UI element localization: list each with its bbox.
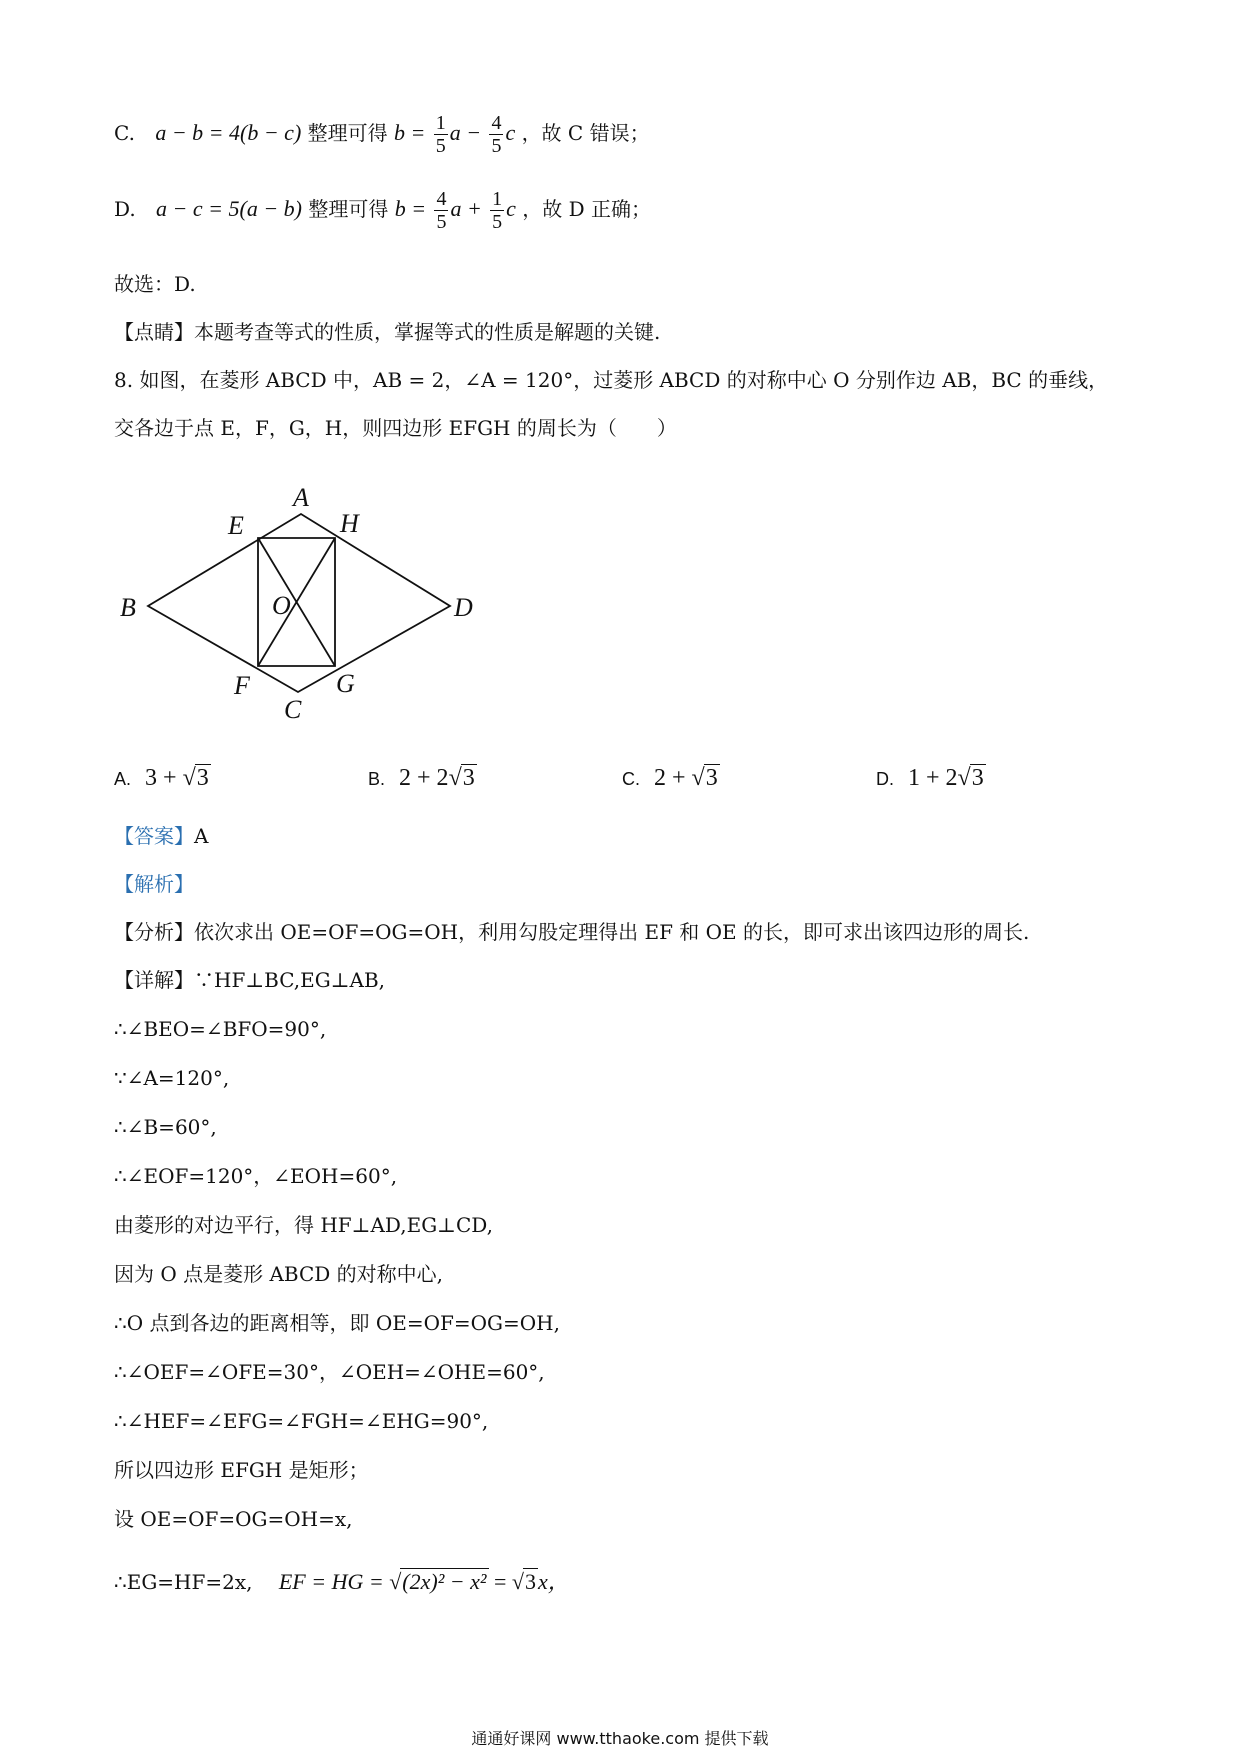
option-c-lhs: b = [394,120,426,145]
step-4: ∴∠B=60°, [114,1115,217,1139]
step-9: ∴∠OEF=∠OFE=30°，∠OEH=∠OHE=60°, [114,1360,545,1384]
final-step-equation: EF = HG = [278,1569,390,1594]
comment-line: 【点睛】本题考查等式的性质，掌握等式的性质是解题的关键. [114,320,661,344]
option-c-tail: ，故 C 错误； [521,121,650,145]
option-c: C. 2 + √3 [622,765,718,791]
step-8: ∴O 点到各边的距离相等，即 OE=OF=OG=OH, [114,1311,560,1335]
step-1: 【详解】∵HF⊥BC,EG⊥AB, [114,968,386,992]
label-e: E [228,511,244,540]
analysis-line: 【分析】依次求出 OE=OF=OG=OH，利用勾股定理得出 EF 和 OE 的长，即可求出该四边形的周长. [114,920,1030,944]
step-3: ∵∠A=120°, [114,1066,230,1090]
final-step [114,1568,570,1595]
option-c-equation: a − b = 4(b − c) [155,120,302,145]
option-d-lhs: b = [394,196,427,221]
step-12: 设 OE=OF=OG=OH=x, [114,1507,353,1531]
option-a: A. 3 + √3 [114,765,209,791]
step-5: ∴∠EOF=120°，∠EOH=60°, [114,1164,398,1188]
label-g: G [336,669,355,698]
option-b: B. 2 + 2√3 [368,765,475,791]
option-c-fraction-2: $\frac{4}{5}$ [491,112,502,157]
label-a: A [293,483,309,512]
option-d-middle: 整理可得 [308,197,389,221]
option-c-label: C. [114,121,135,145]
option-d-fraction-1: $\frac{4}{5}$ [436,188,447,233]
option-c-var-2: c [505,120,516,145]
option-d-var-1: a + [450,196,482,221]
answer-tag: 【答案】 [114,824,194,848]
choose-line: 故选：D. [114,272,196,296]
option-d-var-2: c [506,196,516,221]
option-c-line [114,112,650,157]
final-step-radical: √(2x)² − x² [389,1569,487,1594]
label-b: B [120,593,136,622]
label-o: O [272,591,291,620]
option-d: D. 1 + 2√3 [876,765,984,791]
analysis-tag: 【解析】 [114,872,194,896]
final-step-suffix: x， [538,1569,570,1594]
question-8-line-2: 交各边于点 E，F，G，H，则四边形 EFGH 的周长为（ ） [114,416,677,440]
step-6: 由菱形的对边平行，得 HF⊥AD,EG⊥CD, [114,1213,493,1237]
option-d-label: D. [114,197,136,221]
option-c-var-1: a − [449,120,482,145]
label-h: H [340,509,359,538]
option-d-fraction-2: $\frac{1}{5}$ [492,188,503,233]
label-c: C [284,695,302,724]
final-step-prefix: ∴EG=HF=2x, [114,1570,253,1594]
option-d-equation: a − c = 5(a − b) [156,196,303,221]
option-c-fraction-1: $\frac{1}{5}$ [435,112,446,157]
option-d-line [114,188,651,233]
page-footer: 通通好课网 www.tthaoke.com 提供下载 [471,1729,769,1748]
step-10: ∴∠HEF=∠EFG=∠FGH=∠EHG=90°, [114,1409,489,1433]
rhombus-figure [100,470,500,730]
label-d: D [454,593,473,622]
question-8-line-1: 8. 如图，在菱形 ABCD 中，AB = 2，∠A = 120°，过菱形 ABCD 的对称中心 O 分别作边 AB，BC 的垂线， [114,368,1109,392]
step-11: 所以四边形 EFGH 是矩形； [114,1458,369,1482]
step-2: ∴∠BEO=∠BFO=90°, [114,1017,327,1041]
option-d-tail: ，故 D 正确； [522,197,652,221]
final-step-equals: = [488,1569,512,1594]
answer-value: A [194,824,209,848]
final-step-radical-2: √3 [511,1569,536,1594]
label-f: F [234,671,250,700]
answer-line [114,824,208,848]
step-7: 因为 O 点是菱形 ABCD 的对称中心, [114,1262,444,1286]
option-c-middle: 整理可得 [307,121,388,145]
